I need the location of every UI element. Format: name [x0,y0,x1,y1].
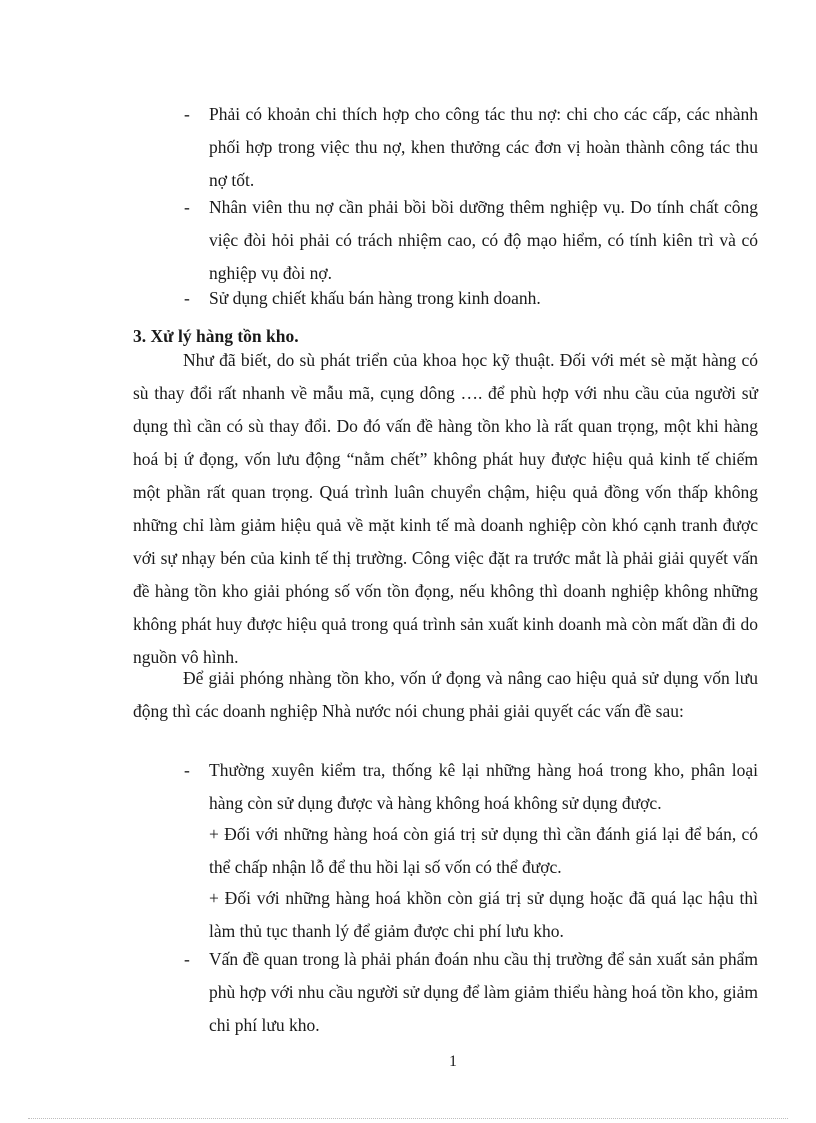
sub-item: + Đối với những hàng hoá còn giá trị sử dụng thì cần đánh giá lại để bán, có thể chấp nhận lỗ để thu hồi lại số vốn có thể được. [209,824,758,877]
bullet-text: Sử dụng chiết khấu bán hàng trong kinh doanh. [209,288,541,308]
bullet-text: Phải có khoản chi thích hợp cho công tác thu nợ: chi cho các cấp, các nhành phối hợp trong việc thu nợ, khen thưởng các đơn vị hoàn thành công tác thu nợ tốt. [209,104,758,190]
bullet-text: Vấn đề quan trong là phải phán đoán nhu cầu thị trường để sản xuất sản phẩm phù hợp với nhu cầu người sử dụng để làm giảm thiểu hàng hoá tồn kho, giảm chi phí lưu kho. [209,949,758,1035]
bullet-item [184,943,758,1042]
bullet-text: Thường xuyên kiểm tra, thống kê lại những hàng hoá trong kho, phân loại hàng còn sử dụng được và hàng không hoá không sử dụng được. [209,760,758,813]
bullet-item [184,282,758,315]
bullet-text: Nhân viên thu nợ cần phải bồi bồi dưỡng thêm nghiệp vụ. Do tính chất công việc đòi hỏi phải có trách nhiệm cao, có độ mạo hiểm, có tính kiên trì và có nghiệp vụ đòi nợ. [209,197,758,283]
footer-divider [28,1118,788,1119]
bullet-dash: - [184,760,190,780]
body-paragraph-2: Để giải phóng nhàng tồn kho, vốn ứ đọng và nâng cao hiệu quả sử dụng vốn lưu động thì các doanh nghiệp Nhà nước nói chung phải giải quyết các vấn đề sau: [133,668,758,721]
bullet-item [184,191,758,290]
sub-item: + Đối với những hàng hoá khồn còn giá trị sử dụng hoặc đã quá lạc hậu thì làm thủ tục thanh lý để giảm được chi phí lưu kho. [209,888,758,941]
bullet-item [184,754,758,820]
section-heading: 3. Xử lý hàng tồn kho. [133,326,299,346]
bullet-dash: - [184,288,190,308]
page-number: 1 [449,1053,457,1070]
bullet-dash: - [184,197,190,217]
bullet-dash: - [184,949,190,969]
body-paragraph-1: Như đã biết, do sù phát triển của khoa học kỹ thuật. Đối với mét sè mặt hàng có sù thay đổi rất nhanh về mẫu mã, cụng dông …. để phù hợp với nhu cầu của người sử dụng thì cần có sù thay đổi. Do đó vấn đề hàng tồn kho là rất quan trọng, một khi hàng hoá bị ứ đọng, vốn lưu động “nằm chết” không phát huy được hiệu quả kinh tế chiếm một phần rất quan trọng. Quá trình luân chuyển chậm, hiệu quả đồng vốn thấp không những chỉ làm giảm hiệu quả về mặt kinh tế mà doanh nghiệp còn khó cạnh tranh được với sự nhạy bén của kinh tế thị trường. Công việc đặt ra trước mắt là phải giải quyết vấn đề hàng tồn kho giải phóng số vốn tồn đọng, nếu không thì doanh nghiệp không những không phát huy được hiệu quả trong quá trình sản xuất kinh doanh mà còn mất dần đi do nguồn vô hình. [133,350,758,667]
bullet-dash: - [184,104,190,124]
bullet-item [184,98,758,197]
